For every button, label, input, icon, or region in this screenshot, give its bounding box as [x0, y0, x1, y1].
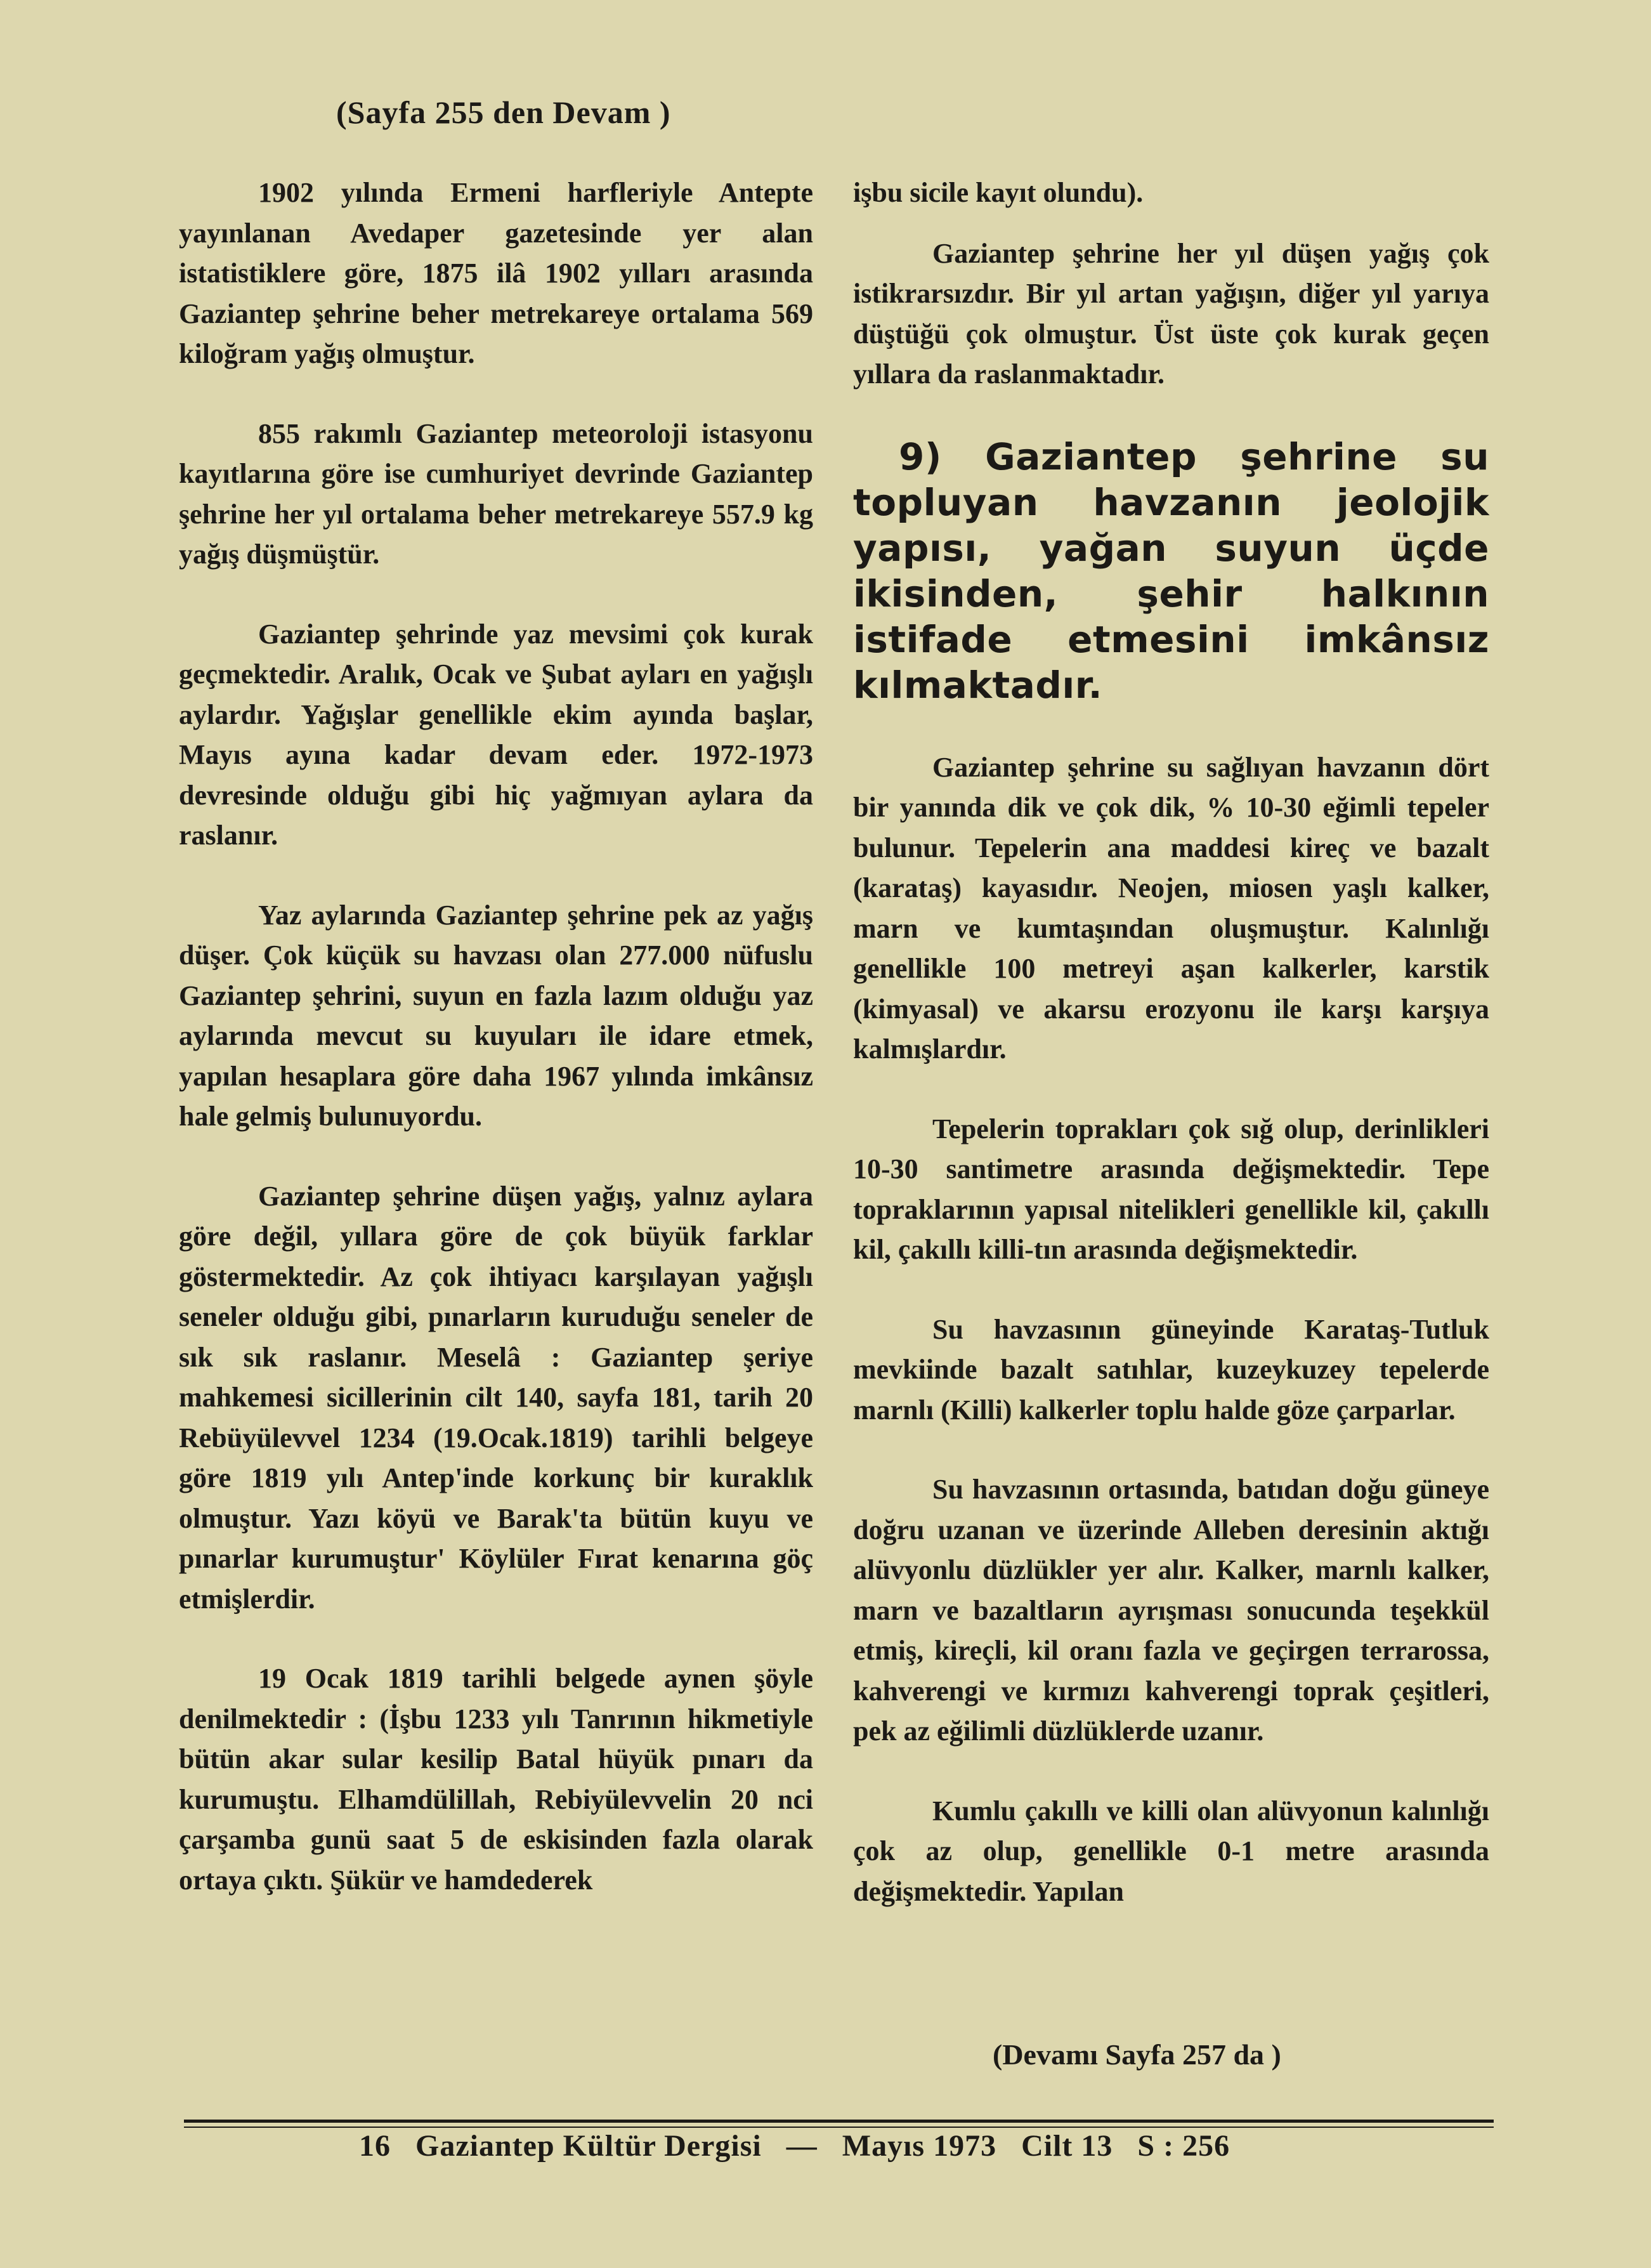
paragraph: Tepelerin toprakları çok sığ olup, derinlikleri 10-30 santimetre arasında değişmektedir. Tepe topraklarının yapısal nitelikleri genellikle kil, çakıllı kil, çakıllı killi-tın arasında değişmektedir.	[853, 1113, 1489, 1265]
page-number: 16	[359, 2129, 391, 2163]
paragraph: Kumlu çakıllı ve killi olan alüvyonun kalınlığı çok az olup, genellikle 0-1 metre arasında değişmektedir. Yapılan	[853, 1795, 1489, 1907]
issue-number: S : 256	[1137, 2129, 1230, 2163]
paragraph: Yaz aylarında Gaziantep şehrine pek az yağış düşer. Çok küçük su havzası olan 277.000 nüfuslu Gaziantep şehrini, suyun en fazla lazım olduğu yaz aylarında mevcut su kuyuları ile idare etmek, yapılan hesaplara göre daha 1967 yılında imkânsız hale gelmiş bulunuyordu.	[179, 899, 813, 1132]
paragraph: Gaziantep şehrine su sağlıyan havzanın dört bir yanında dik ve çok dik, % 10-30 eğimli tepeler bulunur. Tepelerin ana maddesi kireç ve bazalt (karataş) kayasıdır. Neojen, miosen yaşlı kalker, marn ve kumtaşından oluşmuştur. Kalınlığı genellikle 100 metreyi aşan kalkerler, karstik (kimyasal) ve akarsu erozyonu ile karşı karşıya kalmışlardır.	[853, 751, 1489, 1065]
paragraph: Gaziantep şehrinde yaz mevsimi çok kurak geçmektedir. Aralık, Ocak ve Şubat ayları en yağışlı aylardır. Yağışlar genellikle ekim ayında başlar, Mayıs ayına kadar devam eder. 1972-1973 devresinde olduğu gibi hiç yağmıyan aylara da raslanır.	[179, 618, 813, 851]
paragraph-continuation: işbu sicile kayıt olundu).	[853, 177, 1144, 208]
volume: Cilt 13	[1021, 2129, 1113, 2163]
continued-to-note: (Devamı Sayfa 257 da )	[993, 2038, 1281, 2071]
paragraph: 855 rakımlı Gaziantep meteoroloji istasyonu kayıtlarına göre ise cumhuriyet devrinde Gaziantep şehrine her yıl ortalama beher metrekareye 557.9 kg yağış düşmüştür.	[179, 417, 813, 570]
issue-date: Mayıs 1973	[842, 2129, 997, 2163]
footer-rule	[184, 2120, 1494, 2123]
footer-separator: —	[786, 2129, 818, 2163]
section-heading: 9) Gaziantep şehrine su topluyan havzanın jeolojik yapısı, yağan suyun üçde ikisinden, şehir halkının istifade etmesini imkânsız kılmaktadır.	[853, 435, 1489, 707]
paragraph: Gaziantep şehrine düşen yağış, yalnız aylara göre değil, yıllara göre de çok büyük farklar göstermektedir. Az çok ihtiyacı karşılayan yağışlı seneler olduğu gibi, pınarların kuruduğu seneler de sık sık raslanır. Meselâ : Gaziantep şeriye mahkemesi sicillerinin cilt 140, sayfa 181, tarih 20 Rebüyülevvel 1234 (19.Ocak.1819) tarihli belgeye göre 1819 yılı Antep'inde korkunç bir kuraklık olmuştur. Yazı köyü ve Barak'ta bütün kuyu ve pınarlar kurumuştur' Köylüler Fırat kenarına göç etmişlerdir.	[179, 1180, 813, 1615]
right-column	[853, 173, 1489, 1951]
continued-from-note: (Sayfa 255 den Devam )	[336, 95, 671, 130]
paragraph: Su havzasının ortasında, batıdan doğu güneye doğru uzanan ve üzerinde Alleben deresinin aktığı alüvyonlu düzlükler yer alır. Kalker, marnlı kalker, marn ve bazaltların ayrışması sonucunda teşekkül etmiş, kireçli, kil oranı fazla ve geçirgen terrarossa, kahverengi ve kırmızı kahverengi toprak çeşitleri, pek az eğilimli düzlüklerde uzanır.	[853, 1474, 1489, 1747]
paragraph: 19 Ocak 1819 tarihli belgede aynen şöyle denilmektedir : (İşbu 1233 yılı Tanrının hikmetiyle bütün akar sular kesilip Batal hüyük pınarı da kurumuştu. Elhamdülillah, Rebiyülevvelin 20 nci çarşamba gunü saat 5 de eskisinden fazla olarak ortaya çıktı. Şükür ve hamdederek	[179, 1663, 813, 1896]
paragraph: 1902 yılında Ermeni harfleriyle Antepte yayınlanan Avedaper gazetesinde yer alan istatistiklere göre, 1875 ilâ 1902 yılları arasında Gaziantep şehrine beher metrekareye ortalama 569 kiloğram yağış olmuştur.	[179, 177, 813, 369]
left-column	[179, 173, 813, 1939]
paragraph: Su havzasının güneyinde Karataş-Tutluk mevkiinde bazalt satıhlar, kuzeykuzey tepelerde marnlı (Killi) kalkerler toplu halde göze çarparlar.	[853, 1313, 1489, 1426]
journal-name: Gaziantep Kültür Dergisi	[415, 2129, 762, 2163]
footer-rule	[184, 2127, 1494, 2128]
paragraph: Gaziantep şehrine her yıl düşen yağış çok istikrarsızdır. Bir yıl artan yağışın, diğer yıl yarıya düştüğü çok olmuştur. Üst üste çok kurak geçen yıllara da raslanmaktadır.	[853, 237, 1489, 390]
page-footer	[359, 2128, 1246, 2163]
